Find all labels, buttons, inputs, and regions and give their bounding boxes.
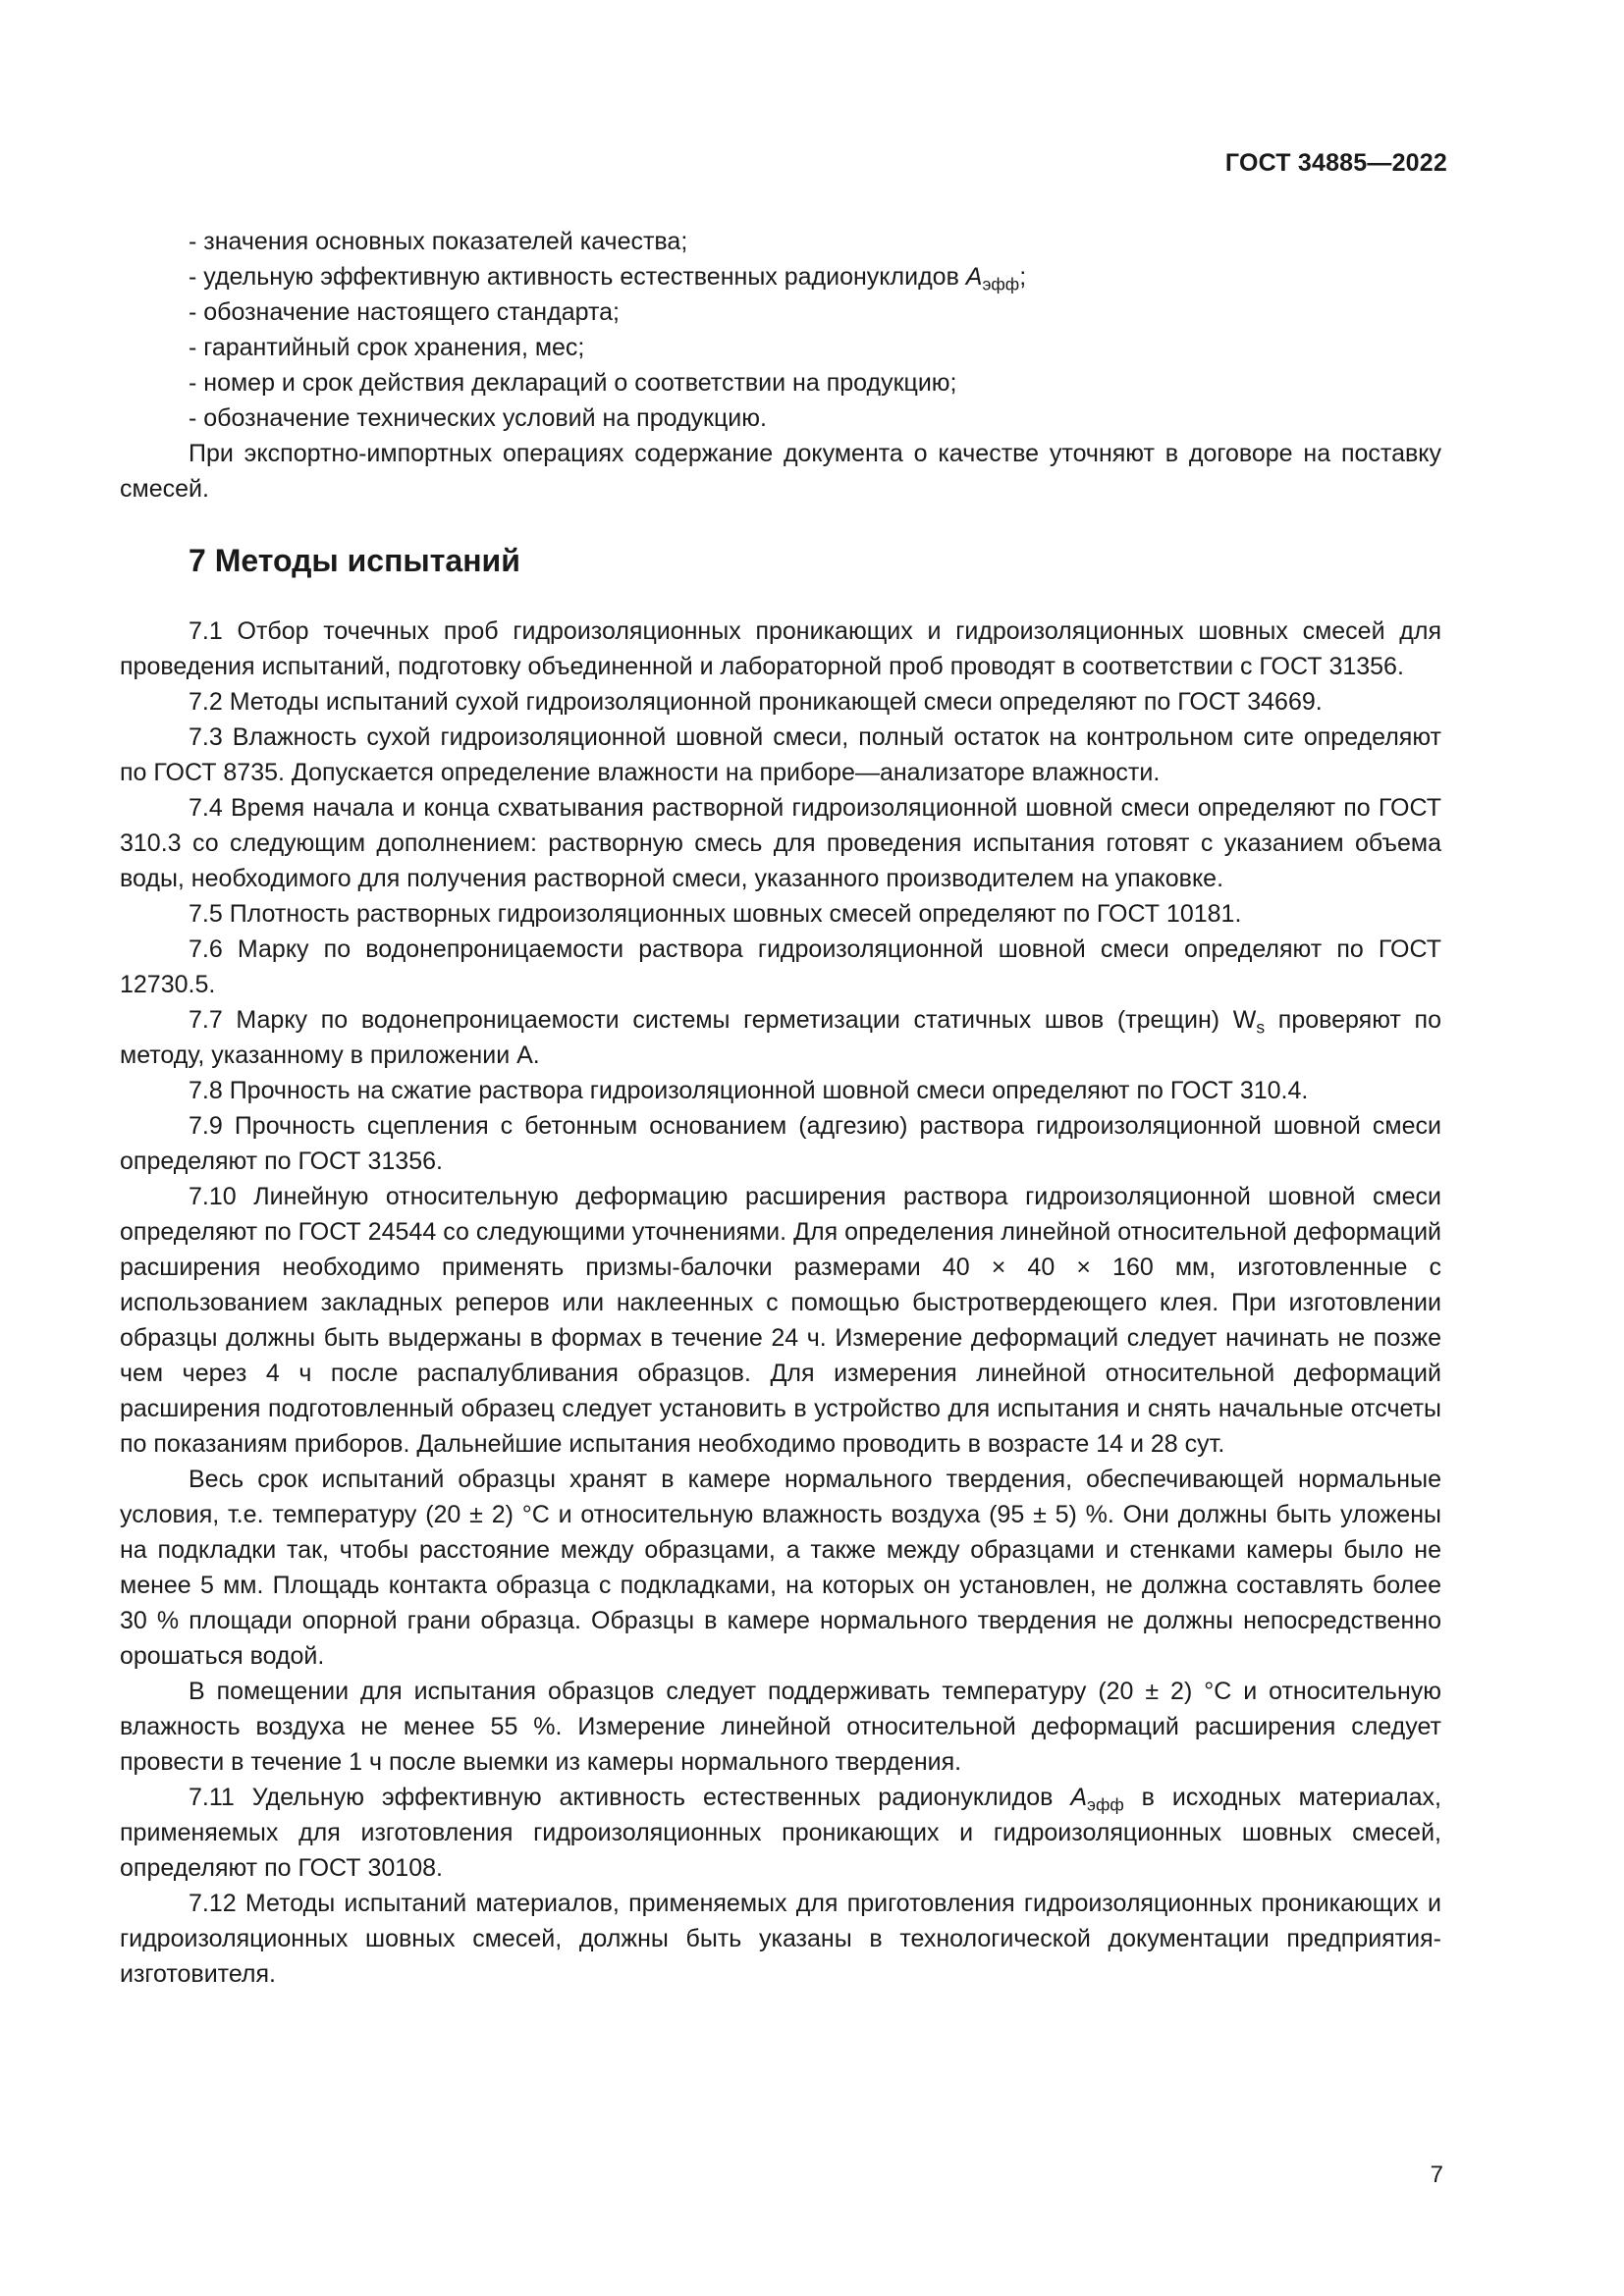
paragraph-7-1: 7.1 Отбор точечных проб гидроизоляционных проникающих и гидроизоляционных шовных смесей для проведения испытаний, подготовку объединенной и лабораторной проб проводят в соответствии с ГОСТ 31356. xyxy=(120,617,1441,680)
list-item xyxy=(120,259,1441,294)
symbol-a: A xyxy=(1070,1784,1088,1811)
list-item: - обозначение технических условий на продукцию. xyxy=(189,404,767,432)
symbol-a: A xyxy=(965,263,983,291)
list-item-punct: ; xyxy=(1019,263,1027,291)
list-item: - обозначение настоящего стандарта; xyxy=(189,298,620,326)
paragraph-7-7-text-b: проверяют по методу, указанному в приложении А. xyxy=(120,1006,1441,1069)
paragraph-7-12: 7.12 Методы испытаний материалов, применяемых для приготовления гидроизоляционных проникающих и гидроизоляционных шовных смесей, должны быть указаны в технологической документации предприятия-изготовителя. xyxy=(120,1890,1441,1988)
section-title: 7 Методы испытаний xyxy=(189,543,520,578)
symbol-eff-subscript: эфф xyxy=(982,274,1020,294)
paragraph-7-10-room: В помещении для испытания образцов следует поддерживать температуру (20 ± 2) °С и относительную влажность воздуха не менее 55 %. Измерение линейной относительной деформаций расширения следует провести в течение 1 ч после выемки из камеры нормального твердения. xyxy=(120,1678,1441,1776)
list-item: - номер и срок действия деклараций о соответствии на продукцию; xyxy=(189,369,957,397)
paragraph-7-11-text-a: 7.11 Удельную эффективную активность естественных радионуклидов xyxy=(189,1784,1071,1811)
paragraph-7-10-storage: Весь срок испытаний образцы хранят в камере нормального твердения, обеспечивающей нормальные условия, т.е. температуру (20 ± 2) °С и относительную влажность воздуха (95 ± 5) %. Они должны быть уложены на подкладки так, чтобы расстояние между образцами, а также между образцами и стенками камеры было не менее 5 мм. Площадь контакта образца с подкладками, на которых он установлен, не должна составлять более 30 % площади опорной грани образца. Образцы в камере нормального твердения не должны непосредственно орошаться водой. xyxy=(120,1466,1441,1670)
paragraph-7-7-text-a: 7.7 Марку по водонепроницаемости системы герметизации статичных швов (трещин) xyxy=(189,1006,1233,1034)
paragraph-7-7 xyxy=(120,1002,1441,1073)
export-paragraph: При экспортно-импортных операциях содержание документа о качестве уточняют в договоре на поставку смесей. xyxy=(120,440,1441,503)
paragraph-7-11 xyxy=(120,1780,1441,1886)
paragraph-7-2: 7.2 Методы испытаний сухой гидроизоляционной проникающей смеси определяют по ГОСТ 34669. xyxy=(189,688,1323,716)
document-header: ГОСТ 34885—2022 xyxy=(1224,149,1447,177)
paragraph-7-9: 7.9 Прочность сцепления с бетонным основанием (адгезию) раствора гидроизоляционной шовной смеси определяют по ГОСТ 31356. xyxy=(120,1112,1441,1175)
paragraph-7-8: 7.8 Прочность на сжатие раствора гидроизоляционной шовной смеси определяют по ГОСТ 310.4. xyxy=(189,1077,1309,1104)
paragraph-7-5: 7.5 Плотность растворных гидроизоляционных шовных смесей определяют по ГОСТ 10181. xyxy=(189,900,1242,928)
page-number: 7 xyxy=(1430,2162,1443,2188)
paragraph-7-3: 7.3 Влажность сухой гидроизоляционной шовной смеси, полный остаток на контрольном сите определяют по ГОСТ 8735. Допускается определение влажности на приборе—анализаторе влажности. xyxy=(120,723,1441,786)
paragraph-7-11-text-b: в исходных материалах, применяемых для изготовления гидроизоляционных проникающих и гидроизоляционных шовных смесей, определяют по ГОСТ 30108. xyxy=(120,1784,1441,1882)
symbol-s-subscript: s xyxy=(1256,1017,1266,1038)
list-item: - значения основных показателей качества; xyxy=(189,228,688,255)
list-item: - гарантийный срок хранения, мес; xyxy=(189,334,585,361)
paragraph-7-10: 7.10 Линейную относительную деформацию расширения раствора гидроизоляционной шовной смеси определяют по ГОСТ 24544 со следующими уточнениями. Для определения линейной относительной деформаций расширения необходимо применять призмы-балочки размерами 40 × 40 × 160 мм, изготовленные с использованием закладных реперов или наклеенных с помощью быстротвердеющего клея. При изготовлении образцы должны быть выдержаны в формах в течение 24 ч. Измерение деформаций следует начинать не позже чем через 4 ч после распалубливания образцов. Для измерения линейной относительной деформаций расширения подготовленный образец следует установить в устройство для испытания и снять начальные отсчеты по показаниям приборов. Дальнейшие испытания необходимо проводить в возрасте 14 и 28 сут. xyxy=(120,1183,1441,1458)
paragraph-7-4: 7.4 Время начала и конца схватывания растворной гидроизоляционной шовной смеси определяют по ГОСТ 310.3 со следующим дополнением: растворную смесь для проведения испытания готовят с указанием объема воды, необходимого для получения растворной смеси, указанного производителем на упаковке. xyxy=(120,794,1441,892)
symbol-eff-subscript: эфф xyxy=(1087,1794,1124,1815)
list-item-text: - удельную эффективную активность естественных радионуклидов xyxy=(189,263,966,291)
symbol-w: W xyxy=(1232,1006,1257,1034)
document-body xyxy=(120,224,1441,1992)
paragraph-7-6: 7.6 Марку по водонепроницаемости раствора гидроизоляционной шовной смеси определяют по ГОСТ 12730.5. xyxy=(120,935,1441,998)
